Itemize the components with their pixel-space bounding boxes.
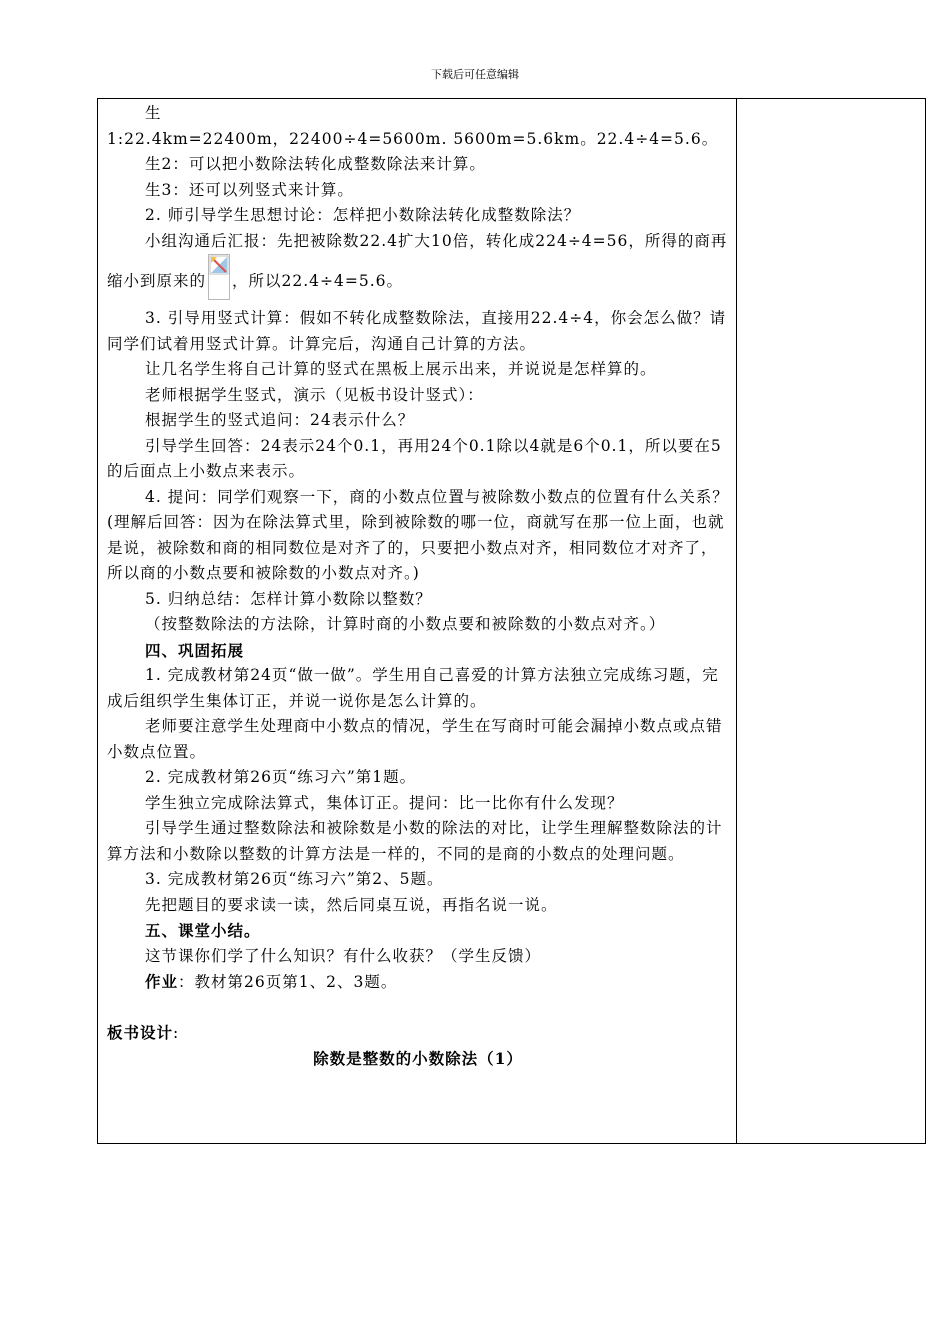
text-line: 2. 师引导学生思想讨论：怎样把小数除法转化成整数除法？ [145,206,581,224]
text-paragraph: 1. 完成教材第24页“做一做”。学生用自己喜爱的计算方法独立完成练习题，完成后组织学生集体订正，并说一说你是怎么计算的。 [107,666,719,710]
text-line: 5. 归纳总结：怎样计算小数除以整数？ [145,589,432,608]
section-heading: 五、课堂小结。 [145,921,261,940]
text-span: ，所以22.4÷4=5.6。 [232,272,404,290]
text-paragraph: 引导学生通过整数除法和被除数是小数的除法的对比，让学生理解整数除法的计算方法和小数除以整数的计算方法是一样的，不同的是商的小数点的处理问题。 [107,819,723,863]
homework-text: ：教材第26页第1、2、3题。 [178,973,398,991]
text-line: 老师根据学生竖式，演示（见板书设计竖式）： [145,385,484,404]
text-line: 先把题目的要求读一读，然后同桌互说，再指名说一说。 [145,895,558,914]
text-line: 学生独立完成除法算式，集体订正。提问：比一比你有什么发现？ [145,793,624,812]
text-line: 生3：还可以列竖式来计算。 [145,180,354,199]
text-line: 2. 完成教材第26页“练习六”第1题。 [145,768,417,786]
text-paragraph: 3. 引导用竖式计算：假如不转化成整数除法，直接用22.4÷4，你会怎么做？请同学们试着用竖式计算。计算完后，沟通自己计算的方法。 [107,309,727,353]
text-line: 生2：可以把小数除法转化成整数除法来计算。 [145,155,486,173]
text-paragraph: 让几名学生将自己计算的竖式在黑板上展示出来，并说说是怎样算的。 [145,360,657,378]
text-paragraph: （按整数除法的方法除，计算时商的小数点要和被除数的小数点对齐。） [145,615,666,633]
homework-line [107,969,729,996]
text-line: 根据学生的竖式追问：24表示什么？ [145,411,415,429]
text-paragraph: 引导学生回答：24表示24个0.1，再用24个0.1除以4就是6个0.1，所以要在5的后面点上小数点来表示。 [107,436,722,480]
section-heading: 四、巩固拓展 [145,640,245,660]
text-line: 这节课你们学了什么知识？有什么收获？（学生反馈） [145,946,542,965]
text-line: 1:22.4km=22400m，22400÷4=5600m. 5600m=5.6km。22.4÷4=5.6。 [107,129,719,148]
broken-image-icon [208,254,230,300]
text-paragraph: 4. 提问：同学们观察一下，商的小数点位置与被除数小数点的位置有什么关系？(理解后回答：因为在除法算式里，除到被除数的哪一位，商就写在那一位上面，也就是说，被除数和商的相同数位是对齐了的，只要把小数点对齐，相同数位才对齐了，所以商的小数点要和被除数的小数点对齐。) [107,487,729,582]
text-paragraph [107,229,729,301]
page-header: 下载后可任意编辑 [431,68,519,81]
text-paragraph: 老师要注意学生处理商中小数点的情况，学生在写商时可能会漏掉小数点或点错小数点位置。 [107,717,723,761]
board-design-label: 板书设计 [107,1022,174,1042]
board-design-colon: : [173,1023,180,1042]
board-title: 除数是整数的小数除法（1） [313,1049,523,1068]
homework-label: 作业 [145,972,179,991]
text-span: 小组沟通后汇报：先把被除数22.4扩大10倍，转化成224÷4=56，所得的商再缩小到原来的 [107,231,728,290]
spacer [107,996,729,1020]
board-design-line [107,1020,729,1047]
text-line: 生 [145,104,162,122]
text-line: 3. 完成教材第26页“练习六”第2、5题。 [145,870,444,888]
table-column-divider [736,98,737,1144]
lesson-content [107,101,729,1072]
